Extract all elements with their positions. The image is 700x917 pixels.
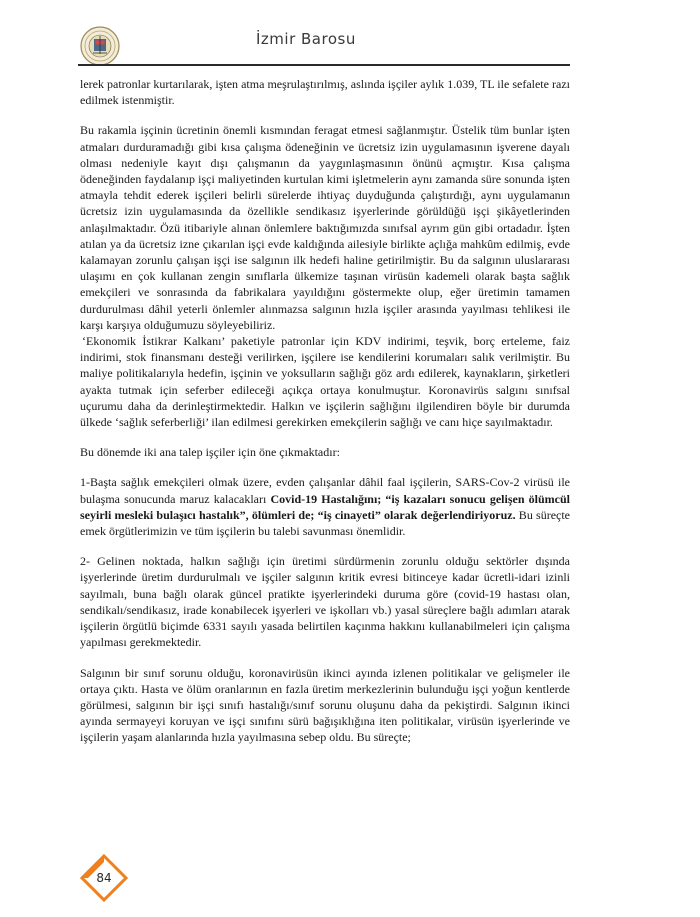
paragraph-text: Bu süreçte emek örgütlerimizin ve tüm işçilerin bu talebi savunması önemlidir. [80,507,571,539]
header-divider [78,64,570,66]
paragraph: Bu dönemde iki ana talep işçiler için öne çıkmaktadır: [80,445,340,460]
page-header [0,0,700,75]
page-number-badge [80,854,128,902]
paragraph: lerek patronlar kurtarılarak, işten atma meşrulaştırılmış, aslında işçiler aylık 1.039, TL ile sefalete razı edilmek istenmiştir. [80,77,570,108]
header-title: İzmir Barosu [256,30,356,48]
paragraph-demand-1 [80,474,570,539]
paragraph-demand-2: 2- Gelinen noktada, halkın sağlığı için üretimi sürdürmenin zorunlu olduğu sektörler dışında işyerlerinde üretim durdurulmalı ve işçiler salgının kritik evresi bitinceye kadar ücretli-idari izinli sayılmalı, buna bağlı olarak güncel pratikte işyerlerindeki duruma göre (covid-19 hastası olan, sendikalı/sendikasız, irade konabilecek işyerleri ve işkolları vb.) yasal süreçlere bağlı adımları atarak işçilerin örgütlü biçimde 6331 sayılı yasada belirtilen kaçınma hakkını kullanabilmeleri için çalışma yapılması gerekmektedir. [80,554,570,650]
page-number: 84 [96,871,112,885]
paragraph-bold-text: Covid-19 Hastalığını; “iş kazaları sonucu gelişen ölümcül seyirli mesleki bulaşıcı hastalık”, ölümleri de; “iş cinayeti” olarak değerlendiriyoruz. [80,491,570,522]
page-body [80,76,570,760]
paragraph: ‘Ekonomik İstikrar Kalkanı’ paketiyle patronlar için KDV indirimi, teşvik, borç erteleme, faiz indirimi, stok finansmanı desteği verilirken, işçilere ise kendilerini korumaları salık verilmiştir. Bu maliye politikalarıyla hedefin, işçinin ve yoksulların sağlığı göz ardı edilerek, kaynakların, şirketleri ayakta tutmak için seferber edileceği açıkça ortaya konulmuştur. Koronavirüs salgını sınıfsal uçurumu daha da derinleştirmektedir. Halkın ve işçilerin sağlığını ilgilendiren böyle bir durumda ülkede ‘sağlık seferberliği’ ilan edilmesi gerekirken emekçilerin sağlığı ve canı hiçe sayılmaktadır. [80,334,570,430]
paragraph: Salgının bir sınıf sorunu olduğu, koronavirüsün ikinci ayında izlenen politikalar ve gelişmeler ile ortaya çıktı. Hasta ve ölüm oranlarının en fazla üretim merkezlerinin bulunduğu işçi yoğun kentlerde görülmesi, salgının bir işçi sınıfı hastalığı/sınıf sorunu oluşunu daha da pekiştirdi. Salgının ikinci ayında sermayeyi koruyan ve işçi sınıfını sürü bağışıklığına iten politikalar, virüsün işyerlerinde ve işçilerin yaşam alanlarında hızla yayılmasına sebep oldu. Bu süreçte; [80,665,570,745]
bar-association-logo-icon [80,26,120,66]
paragraph: Bu rakamla işçinin ücretinin önemli kısmından feragat etmesi sağlanmıştır. Üstelik tüm bunlar işten atmaları durduramadığı gibi kısa çalışma ödeneğinin ve ücretsiz izin uygulamasının işverene dayalı olması nedeniyle kayıt dışı çalışmanın da yaygınlaşmasının önünü açmıştır. Kısa çalışma ödeneğinden faydalanıp işçi maliyetinden kurtulan kimi işletmelerin aynı zamanda süre sonunda işten atmayla tehdit ederek işçileri belirli sürelerde ihtiyaç duyduğunda çalıştırdığı, aynı uygulamanın ücretsiz izin uygulamasında da özellikle sendikasız işyerlerinde görüldüğü işçi şikâyetlerinden anlaşılmaktadır. Özü itibariyle alınan önlemlere baktığımızda sınıfsal ayrım gün gibi ortadadır. İşten atılan ya da ücretsiz izne çıkarılan işçi evde kaldığında ailesiyle birlikte açlığa mahkûm edilmiş, evde kalamayan zorunlu çalışan işçi ise salgının ilk hedefi haline getirilmiştir. Bu da salgının uluslararası ulaşımı en çok kullanan zengin sınıflarla ülkemize taşınan virüsün kademeli olarak başta sağlık emekçileri ve sonrasında da fabrikalara yayıldığını göstermekte olup, eğer üretimin tamamen durdurulması dâhil yeterli önlemler alınmazsa salgının hızla işçiler arasında yayılması tehlikesi ile karşı karşıya olduğumuzu söyleyebiliriz. [80,123,570,332]
paragraph-text: 1-Başta sağlık emekçileri olmak üzere, evden çalışanlar dâhil faal işçilerin, SARS-Cov-2 virüsü ile bulaşma sonucunda maruz kalacakları [80,475,570,506]
